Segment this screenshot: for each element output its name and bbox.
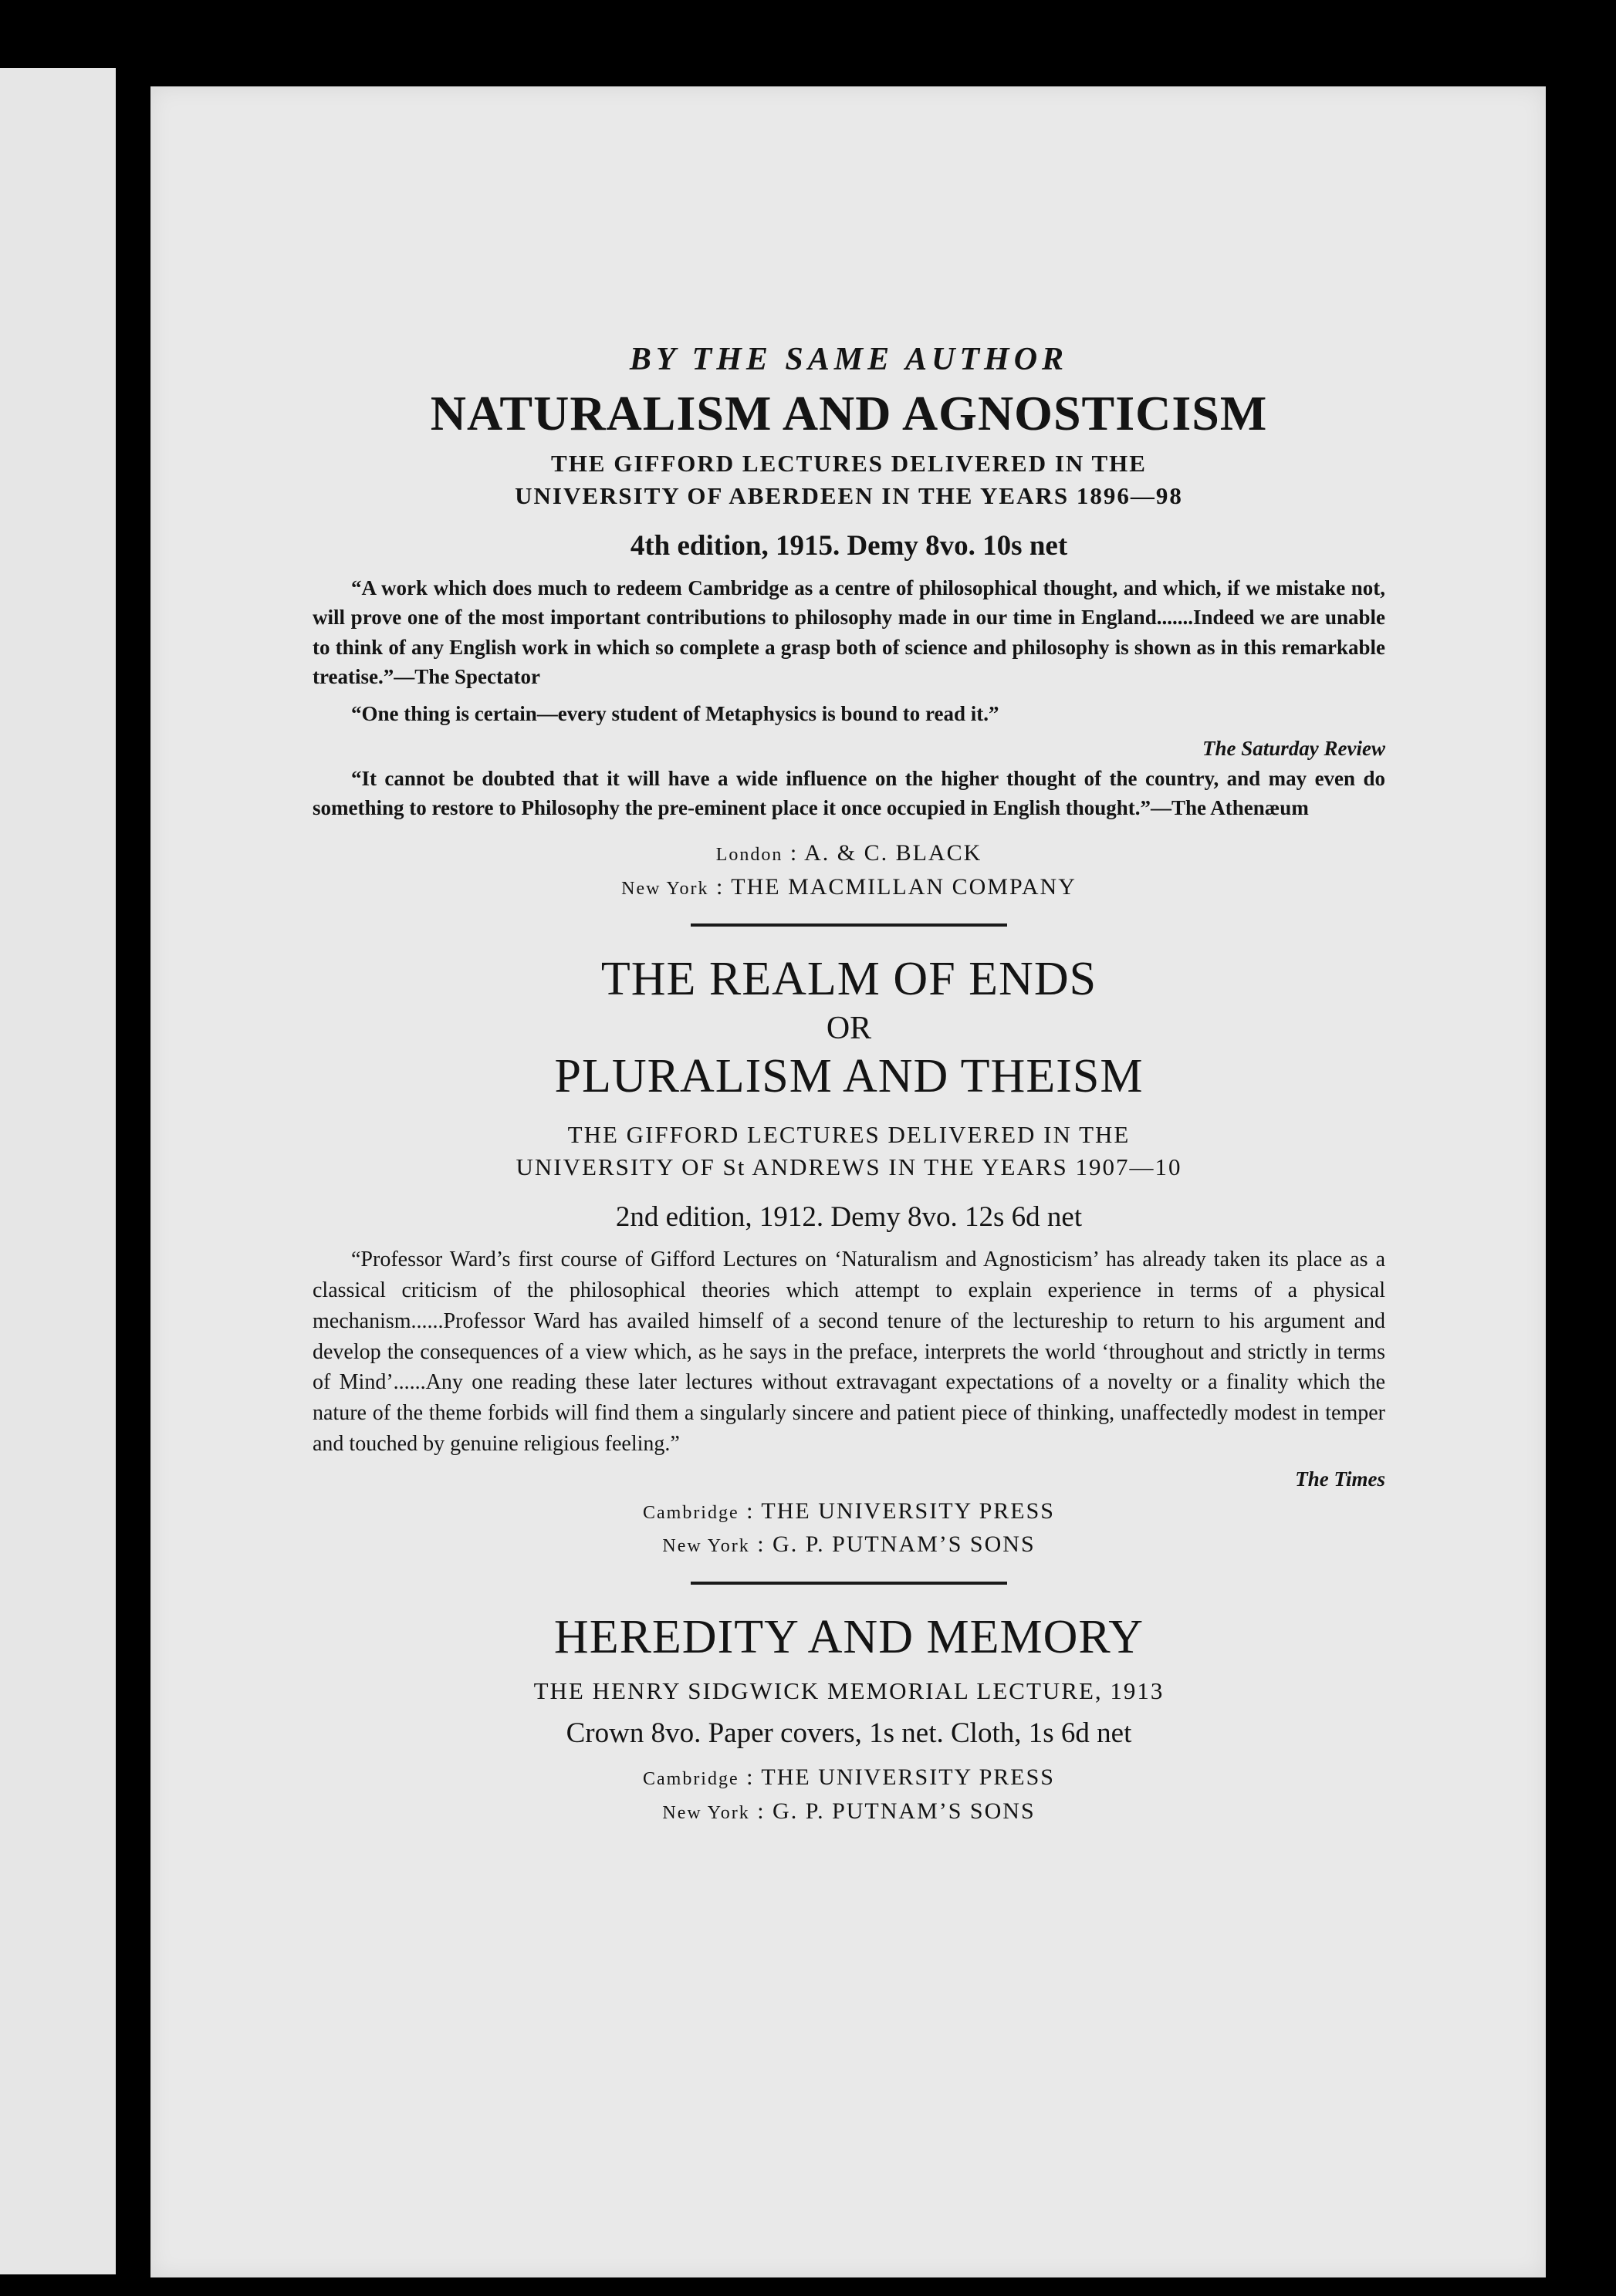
book2-pub2-label: New York (662, 1536, 750, 1557)
book1-publisher-london (313, 836, 1385, 870)
book2-quote-source: The Times (1295, 1467, 1385, 1491)
book1-pub2-label: New York (621, 878, 709, 899)
book3-pub1-name: : THE UNIVERSITY PRESS (746, 1764, 1055, 1791)
book2-pub1-name: : THE UNIVERSITY PRESS (746, 1497, 1055, 1524)
book-naturalism-and-agnosticism (313, 386, 1385, 903)
book3-publisher-new-york (313, 1795, 1385, 1828)
book2-publisher-new-york (313, 1528, 1385, 1562)
book-page (150, 86, 1546, 2277)
book2-quote-times: “Professor Ward’s first course of Gifford Lectures on ‘Naturalism and Agnosticism’ has already taken its place as a classical criticism of the philosophical theories which attempt to explain experience in terms of a physical mechanism......Professor Ward has availed himself of a second tenure of the lectureship to return to his argument and develop the consequences of a view which, as he says in the preface, interprets the world ‘throughout and strictly in terms of Mind’......Any one reading these later lectures without extravagant expectations of a novelty or a finality which the nature of the theme forbids will find them a singularly sincere and patient piece of thinking, unaffectedly modest in temper and touched by genuine religious feeling.” (313, 1248, 1385, 1456)
book3-pub2-label: New York (662, 1802, 750, 1823)
book2-pub1-label: Cambridge (642, 1502, 739, 1523)
section-divider-2 (691, 1582, 1007, 1585)
page-content (313, 245, 1385, 1828)
book1-pub1-label: London (715, 845, 783, 866)
section-divider-1 (691, 923, 1007, 927)
book1-quote-saturday-review: “One thing is certain—every student of Metaphysics is bound to read it.” (351, 702, 999, 726)
book1-quote-athenaeum: “It cannot be doubted that it will have a wide influence on the higher thought of the country, and may even do something to restore to Philosophy the pre-eminent place it once occupied in English thought.”—The Athenæum (313, 766, 1385, 819)
book1-subtitle-line2: UNIVERSITY OF ABERDEEN IN THE YEARS 1896—98 (515, 481, 1183, 509)
book3-pub1-label: Cambridge (642, 1769, 739, 1790)
book1-pub2-name: : THE MACMILLAN COMPANY (715, 873, 1077, 900)
book1-subtitle-line1: THE GIFFORD LECTURES DELIVERED IN THE (551, 449, 1147, 477)
byline: BY THE SAME AUTHOR (629, 342, 1069, 377)
book3-edition: Crown 8vo. Paper covers, 1s net. Cloth, 1s 6d net (566, 1717, 1132, 1750)
book1-edition: 4th edition, 1915. Demy 8vo. 10s net (630, 529, 1068, 562)
book2-subtitle-line2: UNIVERSITY OF St ANDREWS IN THE YEARS 1907—10 (516, 1153, 1182, 1181)
book-realm-of-ends (313, 953, 1385, 1561)
book2-title-line1: THE REALM OF ENDS (600, 953, 1097, 1006)
book2-publisher-cambridge (313, 1494, 1385, 1528)
book3-subtitle: THE HENRY SIDGWICK MEMORIAL LECTURE, 1913 (533, 1677, 1165, 1705)
book3-pub2-name: : G. P. PUTNAM’S SONS (757, 1798, 1036, 1824)
book1-title: NATURALISM AND AGNOSTICISM (430, 386, 1268, 441)
book3-publisher-cambridge (313, 1761, 1385, 1795)
book2-pub2-name: : G. P. PUTNAM’S SONS (757, 1531, 1036, 1558)
book2-subtitle-line1: THE GIFFORD LECTURES DELIVERED IN THE (567, 1121, 1131, 1149)
book-heredity-and-memory (313, 1611, 1385, 1828)
book1-quote2-source: The Saturday Review (1202, 736, 1385, 760)
book2-title-line2: PLURALISM AND THEISM (554, 1049, 1144, 1102)
book1-pub1-name: : A. & C. BLACK (789, 840, 982, 866)
book2-edition: 2nd edition, 1912. Demy 8vo. 12s 6d net (615, 1201, 1083, 1234)
book3-title: HEREDITY AND MEMORY (553, 1610, 1144, 1663)
book2-or: OR (826, 1010, 872, 1046)
facing-page-edge (0, 68, 116, 2274)
book1-publisher-new-york (313, 870, 1385, 904)
book1-quote-spectator: “A work which does much to redeem Cambridge as a centre of philosophical thought, and which, if we mistake not, will prove one of the most important contributions to philosophy made in our time in England.......Indeed we are unable to think of any English work in which so complete a grasp both of science and philosophy is shown as in this remarkable treatise.”—The Spectator (313, 576, 1385, 688)
